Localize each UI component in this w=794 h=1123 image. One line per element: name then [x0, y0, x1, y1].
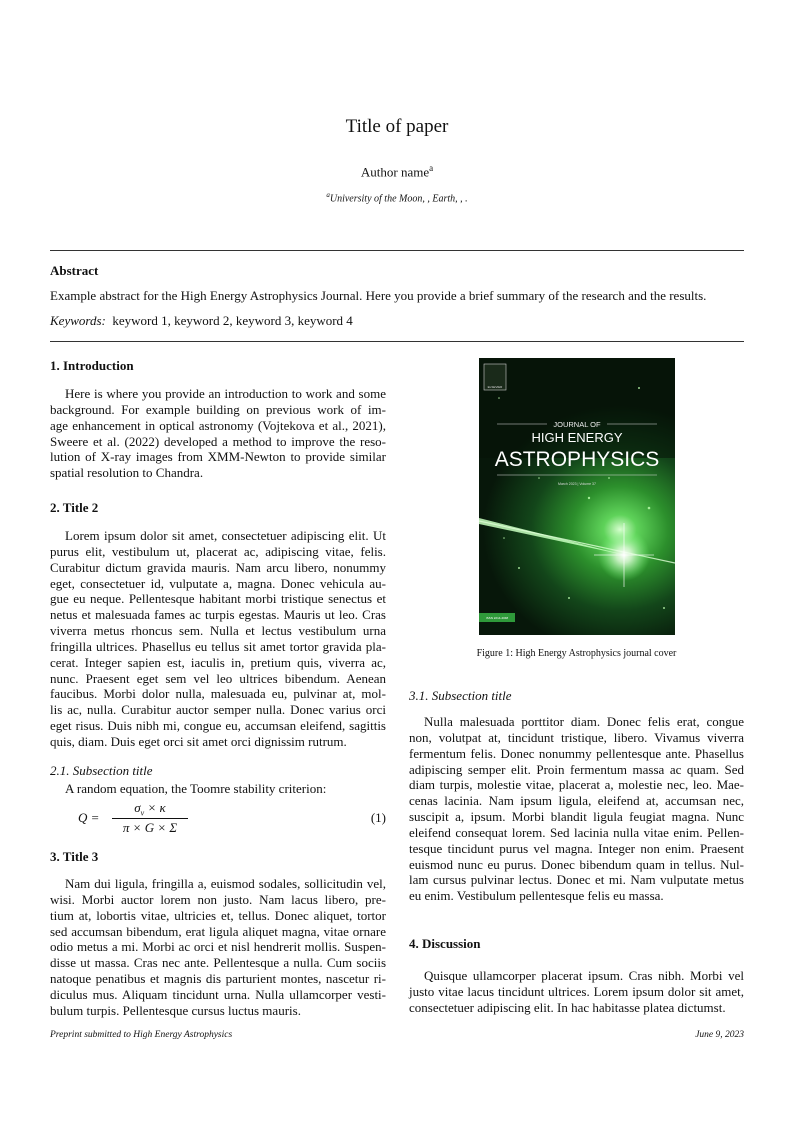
author-name: Author name [360, 164, 430, 180]
equation-numerator [112, 800, 188, 818]
text-line: spatial resolution to Chandra. [50, 465, 204, 481]
text-line: nunc. Praesent eget sem vel leo ultrices bibendum. Aenean [50, 670, 386, 686]
text-line: Here is where you provide an introduction to work and some [65, 386, 386, 401]
paper-title: Title of paper [345, 116, 449, 137]
equation-intro-text: A random equation, the Toomre stability criterion: [65, 781, 327, 796]
section-heading-title-3: 3. Title 3 [50, 849, 99, 864]
abstract-heading: Abstract [50, 263, 99, 278]
cover-artwork [479, 358, 675, 635]
paragraph-title-2 [50, 528, 386, 750]
text-line: cenas lacinia. Nam ipsum ligula, eleifend at, accumsan nec, [409, 793, 744, 809]
cover-line2: HIGH ENERGY [531, 430, 623, 445]
text-line: odio metus a mi. Morbi ac orci et nisl hendrerit mollis. Suspen- [50, 939, 386, 955]
text-line: bulum turpis. Pellentesque cursus luctus mauris. [50, 1002, 301, 1018]
text-line: eget, consectetuer id, vulputate a, magna. Donec vehicula au- [50, 575, 386, 591]
paragraph-introduction [50, 386, 386, 481]
divider-top [50, 250, 744, 251]
text-line: tium at, lobortis vitae, ultricies et, tellus. Donec aliquet, tortor [50, 907, 386, 923]
text-line: purus elit, vestibulum ut, placerat ac, adipiscing vitae, felis. [50, 543, 386, 559]
text-line: netus et malesuada fames ac turpis egestas. Mauris ut leo. Cras [50, 607, 386, 623]
text-line: cerat. Integer sapien est, iaculis in, pretium quis, viverra ac, [50, 654, 386, 670]
figure-caption: Figure 1: High Energy Astrophysics journal cover [476, 648, 677, 659]
footer-date: June 9, 2023 [695, 1030, 744, 1040]
paragraph-subsection-3-1 [409, 714, 744, 904]
text-line: adipiscing semper elit. Proin fermentum massa ac quam. Sed [409, 761, 744, 777]
section-heading-discussion: 4. Discussion [409, 936, 481, 951]
text-line: eu enim. Vestibulum pellentesque felis eu massa. [409, 888, 664, 904]
section-heading-title-2: 2. Title 2 [50, 500, 99, 515]
text-line: lam cursus pulvinar lectus. Donec et mi. Nam vulputate metus [409, 872, 744, 888]
numerator-rest: × κ [144, 800, 166, 815]
cover-line3: ASTROPHYSICS [494, 448, 660, 471]
author-mark: a [429, 163, 434, 173]
text-line: diculus mus. Aliquam tincidunt urna. Nulla ullamcorper vesti- [50, 986, 386, 1002]
text-line: lution of X-ray images from XMM-Newton to provide similar [50, 449, 386, 465]
text-line: Curabitur dictum gravida mauris. Nam arcu libero, nonummy [50, 559, 386, 575]
cover-issue: March 2023 | Volume 37 [558, 482, 596, 486]
text-line: wisi. Morbi auctor lorem non justo. Nam lacus libero, pre- [50, 891, 386, 907]
text-line: Nam dui ligula, fringilla a, euismod sodales, sollicitudin vel, [65, 876, 386, 891]
text-line: eleifend consequat lorem. Sed lacinia nulla vitae enim. Pellen- [409, 824, 744, 840]
text-line: Sweere et al. (2022) developed a method to improve the reso- [50, 433, 386, 449]
journal-cover-image [479, 358, 675, 635]
text-line: consectetuer adipiscing elit. In hac habitasse platea dictumst. [409, 999, 726, 1015]
affiliation-text: University of the Moon, , Earth, , . [329, 193, 468, 205]
text-line: natoque penatibus et magnis dis parturient montes, nascetur ri- [50, 971, 386, 987]
equation-lhs: Q = [78, 810, 100, 825]
text-line: quis, diam. Duis eget orci sit amet orci dignissim rutrum. [50, 733, 347, 749]
text-line: background. For example building on previous work of im- [50, 401, 386, 417]
paragraph-discussion [409, 968, 744, 1016]
text-line: disse ut massa. Cras nec ante. Pellentesque a nulla. Cum sociis [50, 955, 386, 971]
author [0, 163, 794, 180]
abstract-text: Example abstract for the High Energy Astrophysics Journal. Here you provide a brief summary of the research and the results. [50, 288, 707, 303]
text-line: age enhancement in optical astronomy (Vojtekova et al., 2021), [50, 417, 386, 433]
keywords-label: Keywords: [50, 313, 106, 328]
fraction-bar [112, 818, 188, 819]
text-line: viverra metus rhoncus sem. Nulla et lectus vestibulum urna [50, 623, 386, 639]
text-line: fermentum felis. Donec nonummy pellentesque ante. Phasellus [409, 745, 744, 761]
text-line: diam turpis, molestie vitae, placerat a, molestie nec, leo. Mae- [409, 777, 744, 793]
divider-bottom [50, 341, 744, 342]
affiliation-mark: a [326, 191, 330, 199]
text-line: justo vitae lacus tincidunt ultrices. Lorem ipsum dolor sit amet, [409, 983, 744, 999]
text-line: eget risus. Duis nibh mi, congue eu, accumsan eleifend, sagittis [50, 718, 386, 734]
paragraph-title-3 [50, 876, 386, 1019]
subsection-heading-3-1: 3.1. Subsection title [409, 688, 512, 703]
text-line: lis ac, nulla. Curabitur auctor semper nulla. Donec varius orci [50, 702, 386, 718]
equation-number: (1) [370, 810, 386, 825]
cover-issn: ISSN 2214-4048 [485, 616, 509, 620]
keywords [50, 313, 353, 329]
text-line: faucibus. Morbi dolor nulla, malesuada eu, pulvinar at, mol- [50, 686, 386, 702]
text-line: gue eu neque. Pellentesque habitant morbi tristique senectus et [50, 591, 386, 607]
footer-preprint-note: Preprint submitted to High Energy Astrophysics [50, 1030, 233, 1040]
text-line: sed accumsan bibendum, erat ligula aliquet magna, vitae ornare [50, 923, 386, 939]
text-line: Lorem ipsum dolor sit amet, consectetuer adipiscing elit. Ut [65, 528, 386, 543]
equation-denominator: π × G × Σ [122, 820, 178, 835]
text-line: suscipit a, ipsum. Morbi blandit ligula feugiat magna. Nunc [409, 809, 744, 825]
cover-publisher: ELSEVIER [487, 385, 503, 389]
affiliation [0, 191, 794, 204]
subsection-heading-2-1: 2.1. Subsection title [50, 763, 153, 778]
sigma-subscript: v [140, 808, 145, 818]
section-heading-introduction: 1. Introduction [50, 358, 134, 373]
text-line: tesque tincidunt purus vel magna. Integer non enim. Praesent [409, 840, 744, 856]
text-line: Quisque ullamcorper placerat ipsum. Cras nibh. Morbi vel [424, 968, 744, 983]
equation [78, 800, 388, 836]
text-line: fringilla ultrices. Phasellus eu tellus sit amet tortor gravida pla- [50, 638, 386, 654]
sigma-symbol: σ [134, 800, 141, 815]
text-line: non, volutpat at, tincidunt tristique, libero. Vivamus viverra [409, 729, 744, 745]
cover-line1: JOURNAL OF [553, 420, 601, 429]
keywords-list: keyword 1, keyword 2, keyword 3, keyword 4 [112, 313, 353, 328]
text-line: euismod nunc eu purus. Donec bibendum quam in tellus. Nul- [409, 856, 744, 872]
text-line: Nulla malesuada porttitor diam. Donec felis erat, congue [424, 714, 744, 729]
